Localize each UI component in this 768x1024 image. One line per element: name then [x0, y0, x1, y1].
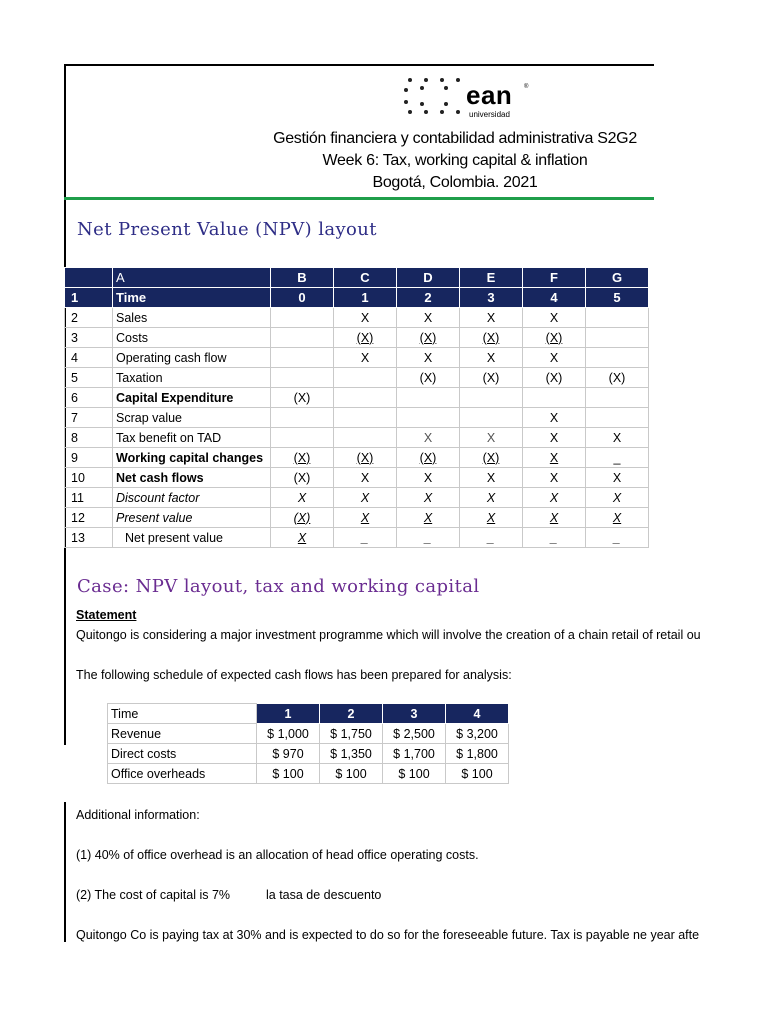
- value-cell: X: [523, 448, 586, 468]
- cash-flow-value: $ 1,000: [257, 724, 320, 744]
- cash-flow-header-year: 3: [383, 704, 446, 724]
- cash-flow-header-year: 1: [257, 704, 320, 724]
- value-cell: [586, 328, 649, 348]
- header-course: Gestión financiera y contabilidad administrativa S2G2: [273, 130, 637, 147]
- row-number: 6: [65, 388, 113, 408]
- value-cell: X: [523, 348, 586, 368]
- value-cell: [334, 368, 397, 388]
- row-label: Discount factor: [113, 488, 271, 508]
- table-row: [65, 508, 649, 528]
- row-label: Operating cash flow: [113, 348, 271, 368]
- value-cell: [460, 388, 523, 408]
- cash-flow-table: [107, 703, 509, 784]
- value-cell: X: [460, 308, 523, 328]
- value-cell: X: [523, 428, 586, 448]
- table-row: [65, 468, 649, 488]
- row-number: 11: [65, 488, 113, 508]
- cash-flow-header-row: [108, 704, 509, 724]
- value-cell: [586, 348, 649, 368]
- row-label: Scrap value: [113, 408, 271, 428]
- row-label: Capital Expenditure: [113, 388, 271, 408]
- value-cell: (X): [460, 328, 523, 348]
- value-cell: X: [397, 508, 460, 528]
- column-header-b: B: [271, 268, 334, 288]
- header-divider: [64, 197, 654, 200]
- value-cell: (X): [271, 468, 334, 488]
- cash-flow-rows: [108, 724, 509, 784]
- value-cell: (X): [334, 448, 397, 468]
- npv-layout-table: [64, 267, 649, 548]
- cash-flow-value: $ 1,800: [446, 744, 509, 764]
- table-row: [65, 408, 649, 428]
- header-week: Week 6: Tax, working capital & inflation: [322, 152, 588, 169]
- value-cell: [334, 408, 397, 428]
- value-cell: [397, 388, 460, 408]
- column-header-a: A: [113, 268, 271, 288]
- cash-flow-header-year: 2: [320, 704, 383, 724]
- value-cell: (X): [334, 328, 397, 348]
- logo-registered: ®: [524, 84, 529, 90]
- row-label: Net cash flows: [113, 468, 271, 488]
- value-cell: (X): [271, 388, 334, 408]
- cash-flow-header-time: Time: [108, 704, 257, 724]
- npv-section-title: Net Present Value (NPV) layout: [77, 219, 377, 240]
- value-cell: [271, 308, 334, 328]
- value-cell: X: [586, 508, 649, 528]
- value-cell: X: [334, 348, 397, 368]
- row-label: Taxation: [113, 368, 271, 388]
- time-cell: 4: [523, 288, 586, 308]
- value-cell: _: [586, 528, 649, 548]
- note-cost-of-capital: (2) The cost of capital is 7%: [76, 888, 231, 902]
- row-number: 2: [65, 308, 113, 328]
- value-cell: X: [586, 428, 649, 448]
- value-cell: [271, 428, 334, 448]
- column-header-g: G: [586, 268, 649, 288]
- row-label: Sales: [113, 308, 271, 328]
- value-cell: _: [397, 528, 460, 548]
- ean-logo-icon: [402, 76, 462, 116]
- value-cell: (X): [397, 448, 460, 468]
- cash-flow-label: Office overheads: [108, 764, 257, 784]
- value-cell: X: [397, 308, 460, 328]
- table-row: [108, 764, 509, 784]
- value-cell: _: [523, 528, 586, 548]
- value-cell: (X): [460, 448, 523, 468]
- value-cell: [586, 388, 649, 408]
- value-cell: X: [523, 468, 586, 488]
- value-cell: X: [460, 508, 523, 528]
- value-cell: X: [523, 408, 586, 428]
- value-cell: (X): [397, 368, 460, 388]
- value-cell: X: [397, 468, 460, 488]
- value-cell: _: [334, 528, 397, 548]
- value-cell: X: [271, 528, 334, 548]
- value-cell: (X): [586, 368, 649, 388]
- value-cell: [523, 388, 586, 408]
- value-cell: X: [397, 428, 460, 448]
- value-cell: (X): [460, 368, 523, 388]
- time-cell: 2: [397, 288, 460, 308]
- time-cell: 0: [271, 288, 334, 308]
- value-cell: [271, 368, 334, 388]
- value-cell: X: [334, 508, 397, 528]
- value-cell: X: [523, 508, 586, 528]
- row-number: 10: [65, 468, 113, 488]
- value-cell: X: [586, 468, 649, 488]
- value-cell: _: [460, 528, 523, 548]
- cash-flow-value: $ 1,350: [320, 744, 383, 764]
- value-cell: X: [523, 488, 586, 508]
- row-label: Present value: [113, 508, 271, 528]
- row-number: 9: [65, 448, 113, 468]
- table-row: [108, 744, 509, 764]
- value-cell: X: [460, 428, 523, 448]
- value-cell: X: [460, 488, 523, 508]
- value-cell: X: [397, 348, 460, 368]
- cash-flow-value: $ 100: [257, 764, 320, 784]
- table-row: [65, 448, 649, 468]
- table-row: [65, 488, 649, 508]
- top-border: [64, 64, 654, 66]
- cash-flow-value: $ 1,750: [320, 724, 383, 744]
- logo-name: ean: [466, 80, 513, 110]
- table-row: [108, 724, 509, 744]
- column-header-d: D: [397, 268, 460, 288]
- value-cell: X: [523, 308, 586, 328]
- case-section-title: Case: NPV layout, tax and working capital: [77, 576, 480, 597]
- header-location: Bogotá, Colombia. 2021: [372, 174, 538, 191]
- cash-flow-value: $ 970: [257, 744, 320, 764]
- note-discount-rate: la tasa de descuento: [266, 888, 382, 902]
- row-label: Time: [113, 288, 271, 308]
- value-cell: [397, 408, 460, 428]
- time-cell: 5: [586, 288, 649, 308]
- row-label: Working capital changes: [113, 448, 271, 468]
- value-cell: [271, 408, 334, 428]
- table-row: [65, 348, 649, 368]
- left-border-bottom: [64, 802, 66, 942]
- value-cell: [271, 348, 334, 368]
- value-cell: [586, 308, 649, 328]
- row-number: 12: [65, 508, 113, 528]
- table-row: [65, 388, 649, 408]
- value-cell: (X): [271, 508, 334, 528]
- value-cell: (X): [523, 328, 586, 348]
- npv-rows: [65, 308, 649, 548]
- row-number: 1: [65, 288, 113, 308]
- cash-flow-value: $ 100: [446, 764, 509, 784]
- row-label: Costs: [113, 328, 271, 348]
- corner-cell: [65, 268, 113, 288]
- note-overhead: (1) 40% of office overhead is an allocation of head office operating costs.: [76, 848, 479, 862]
- value-cell: [334, 428, 397, 448]
- table-row: [65, 308, 649, 328]
- row-number: 13: [65, 528, 113, 548]
- value-cell: X: [397, 488, 460, 508]
- schedule-intro: The following schedule of expected cash flows has been prepared for analysis:: [76, 668, 512, 682]
- column-header-c: C: [334, 268, 397, 288]
- value-cell: X: [271, 488, 334, 508]
- cash-flow-value: $ 3,200: [446, 724, 509, 744]
- value-cell: X: [586, 488, 649, 508]
- value-cell: X: [460, 348, 523, 368]
- cash-flow-value: $ 2,500: [383, 724, 446, 744]
- value-cell: [586, 408, 649, 428]
- row-number: 4: [65, 348, 113, 368]
- statement-label: Statement: [76, 608, 137, 622]
- value-cell: (X): [397, 328, 460, 348]
- value-cell: [460, 408, 523, 428]
- column-header-row: [65, 268, 649, 288]
- value-cell: (X): [271, 448, 334, 468]
- row-number: 7: [65, 408, 113, 428]
- additional-info-heading: Additional information:: [76, 808, 200, 822]
- row-number: 5: [65, 368, 113, 388]
- row-label: Tax benefit on TAD: [113, 428, 271, 448]
- time-cell: 1: [334, 288, 397, 308]
- cash-flow-header-year: 4: [446, 704, 509, 724]
- row-number: 8: [65, 428, 113, 448]
- value-cell: (X): [523, 368, 586, 388]
- table-row: [65, 428, 649, 448]
- value-cell: X: [334, 468, 397, 488]
- value-cell: X: [334, 308, 397, 328]
- value-cell: X: [334, 488, 397, 508]
- value-cell: _: [586, 448, 649, 468]
- column-header-e: E: [460, 268, 523, 288]
- table-row: [65, 368, 649, 388]
- time-cell: 3: [460, 288, 523, 308]
- cash-flow-value: $ 100: [320, 764, 383, 784]
- logo-subtitle: universidad: [469, 110, 510, 119]
- cash-flow-value: $ 1,700: [383, 744, 446, 764]
- cash-flow-label: Revenue: [108, 724, 257, 744]
- row-label: Net present value: [113, 528, 271, 548]
- statement-text: Quitongo is considering a major investment programme which will involve the creation of a chain retail of retail ou: [76, 628, 701, 642]
- column-header-f: F: [523, 268, 586, 288]
- time-row: [65, 288, 649, 308]
- value-cell: X: [460, 468, 523, 488]
- table-row: [65, 528, 649, 548]
- table-row: [65, 328, 649, 348]
- row-number: 3: [65, 328, 113, 348]
- cash-flow-label: Direct costs: [108, 744, 257, 764]
- value-cell: [271, 328, 334, 348]
- note-tax: Quitongo Co is paying tax at 30% and is expected to do so for the foreseeable future. Tax is payable ne year afte: [76, 928, 700, 942]
- value-cell: [334, 388, 397, 408]
- cash-flow-value: $ 100: [383, 764, 446, 784]
